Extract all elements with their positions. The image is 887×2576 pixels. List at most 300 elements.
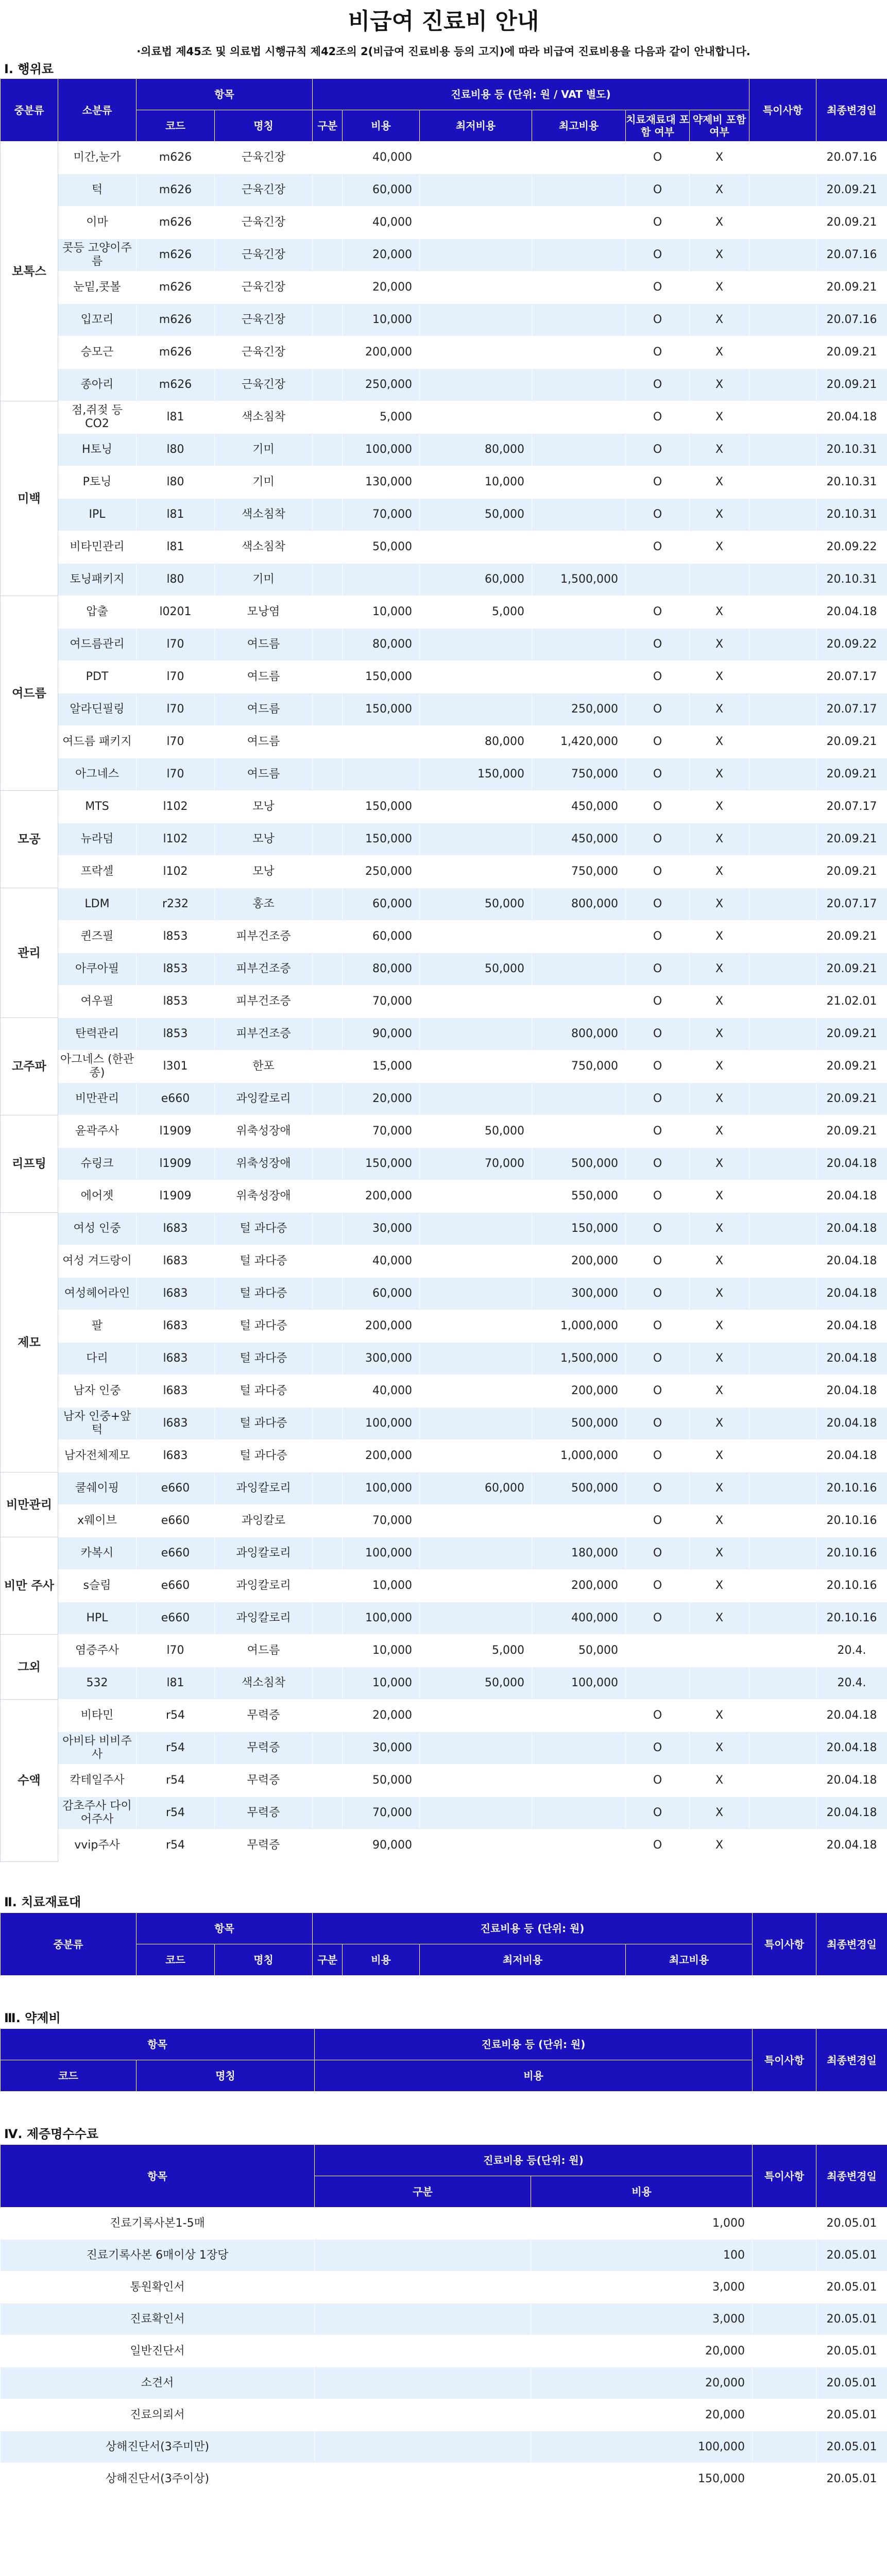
drug-included-cell: X xyxy=(690,1213,749,1245)
material-included-cell: O xyxy=(626,791,690,823)
drug-included-cell: X xyxy=(690,661,749,693)
last-changed-cell: 20.10.16 xyxy=(816,1505,887,1537)
code-cell: l70 xyxy=(137,758,215,791)
material-included-cell: O xyxy=(626,531,690,564)
code-cell: l1909 xyxy=(137,1115,215,1148)
material-included-cell: O xyxy=(626,1278,690,1310)
subcategory-cell: 532 xyxy=(58,1667,137,1700)
remarks-cell xyxy=(749,888,816,921)
header-cost-group: 진료비용 등 (단위: 원 / VAT 별도) xyxy=(313,79,749,110)
drug-included-cell: X xyxy=(690,466,749,499)
table-row xyxy=(1,596,887,629)
name-cell: 모낭염 xyxy=(215,596,313,629)
division-cell xyxy=(313,888,343,921)
min-cost-cell xyxy=(420,401,532,434)
material-included-cell: O xyxy=(626,1700,690,1732)
table-row xyxy=(1,1050,887,1083)
code-cell: l70 xyxy=(137,661,215,693)
legal-notice: ·의료법 제45조 및 의료법 시행규칙 제42조의 2(비급여 진료비용 등의 고지)에 따라 비급여 진료비용을 다음과 같이 안내합니다. xyxy=(137,45,750,58)
subcategory-cell: 칵테일주사 xyxy=(58,1765,137,1797)
division-cell xyxy=(313,693,343,726)
material-included-cell: O xyxy=(626,466,690,499)
last-changed-cell: 20.05.01 xyxy=(816,2431,887,2463)
code-cell: l81 xyxy=(137,1667,215,1700)
last-changed-cell: 20.04.18 xyxy=(816,1245,887,1278)
remarks-cell xyxy=(749,1700,816,1732)
remarks-cell xyxy=(749,1797,816,1829)
min-cost-cell xyxy=(420,1765,532,1797)
last-changed-cell: 20.09.21 xyxy=(816,823,887,856)
s3-header-item: 항목 xyxy=(1,2029,315,2060)
max-cost-cell: 500,000 xyxy=(532,1472,626,1505)
max-cost-cell xyxy=(532,661,626,693)
name-cell: 무력증 xyxy=(215,1797,313,1829)
division-cell xyxy=(315,2399,531,2431)
name-cell: 과잉칼로리 xyxy=(215,1472,313,1505)
max-cost-cell xyxy=(532,304,626,336)
subcategory-cell: x웨이브 xyxy=(58,1505,137,1537)
s2-header-min-cost: 최저비용 xyxy=(420,1944,626,1976)
remarks-cell xyxy=(753,2463,816,2495)
cost-cell: 20,000 xyxy=(531,2335,753,2367)
remarks-cell xyxy=(749,434,816,466)
table-row xyxy=(1,499,887,531)
code-cell: m626 xyxy=(137,142,215,174)
cost-cell: 250,000 xyxy=(343,369,420,401)
name-cell: 과잉칼로리 xyxy=(215,1570,313,1602)
header-drug-included: 약제비 포함 여부 xyxy=(690,110,749,142)
drug-included-cell: X xyxy=(690,1732,749,1765)
material-included-cell: O xyxy=(626,693,690,726)
last-changed-cell: 20.04.18 xyxy=(816,1700,887,1732)
drug-included-cell: X xyxy=(690,1765,749,1797)
material-included-cell: O xyxy=(626,336,690,369)
material-included-cell: O xyxy=(626,1505,690,1537)
table-row xyxy=(1,888,887,921)
division-cell xyxy=(313,596,343,629)
cost-cell: 80,000 xyxy=(343,629,420,661)
max-cost-cell: 800,000 xyxy=(532,888,626,921)
drug-included-cell: X xyxy=(690,1018,749,1050)
division-cell xyxy=(313,1213,343,1245)
material-included-cell: O xyxy=(626,596,690,629)
subcategory-cell: 콧등 고양이주름 xyxy=(58,239,137,272)
subcategory-cell: 아쿠아필 xyxy=(58,953,137,986)
drug-included-cell: X xyxy=(690,1343,749,1375)
max-cost-cell: 550,000 xyxy=(532,1180,626,1213)
name-cell: 무력증 xyxy=(215,1829,313,1862)
division-cell xyxy=(313,1602,343,1635)
remarks-cell xyxy=(749,1343,816,1375)
division-cell xyxy=(313,1180,343,1213)
division-cell xyxy=(313,466,343,499)
division-cell xyxy=(313,629,343,661)
table-row xyxy=(1,531,887,564)
remarks-cell xyxy=(753,2367,816,2399)
name-cell: 과잉칼로리 xyxy=(215,1537,313,1570)
drug-included-cell: X xyxy=(690,1375,749,1408)
s3-header-cost: 비용 xyxy=(315,2060,753,2092)
max-cost-cell xyxy=(532,174,626,207)
remarks-cell xyxy=(749,1602,816,1635)
name-cell: 모낭 xyxy=(215,823,313,856)
min-cost-cell xyxy=(420,1408,532,1440)
min-cost-cell: 50,000 xyxy=(420,888,532,921)
last-changed-cell: 20.09.21 xyxy=(816,1083,887,1115)
material-included-cell: O xyxy=(626,1375,690,1408)
last-changed-cell: 21.02.01 xyxy=(816,986,887,1018)
material-included-cell: O xyxy=(626,953,690,986)
material-included-cell: O xyxy=(626,661,690,693)
min-cost-cell xyxy=(420,1245,532,1278)
header-subcategory: 소분류 xyxy=(58,79,137,142)
remarks-cell xyxy=(749,174,816,207)
max-cost-cell xyxy=(532,1829,626,1862)
drug-included-cell xyxy=(690,1635,749,1667)
code-cell: l683 xyxy=(137,1310,215,1343)
max-cost-cell xyxy=(532,1115,626,1148)
table-row xyxy=(1,239,887,272)
table-row xyxy=(1,466,887,499)
remarks-cell xyxy=(749,564,816,596)
last-changed-cell: 20.05.01 xyxy=(816,2367,887,2399)
remarks-cell xyxy=(749,1180,816,1213)
material-included-cell: O xyxy=(626,207,690,239)
name-cell: 근육긴장 xyxy=(215,142,313,174)
drug-included-cell: X xyxy=(690,823,749,856)
code-cell: l1909 xyxy=(137,1180,215,1213)
certificate-item-cell: 상해진단서(3주이상) xyxy=(1,2463,315,2495)
material-fee-table xyxy=(0,1912,887,1976)
subcategory-cell: HPL xyxy=(58,1602,137,1635)
division-cell xyxy=(313,758,343,791)
remarks-cell xyxy=(749,499,816,531)
drug-included-cell xyxy=(690,1667,749,1700)
category-cell: 그외 xyxy=(1,1635,58,1700)
material-included-cell xyxy=(626,1667,690,1700)
cost-cell: 100,000 xyxy=(343,1602,420,1635)
division-cell xyxy=(313,174,343,207)
name-cell: 털 과다증 xyxy=(215,1213,313,1245)
table-row xyxy=(1,1472,887,1505)
material-included-cell: O xyxy=(626,272,690,304)
remarks-cell xyxy=(749,823,816,856)
table-row xyxy=(1,1408,887,1440)
last-changed-cell: 20.07.17 xyxy=(816,888,887,921)
cost-cell: 10,000 xyxy=(343,1635,420,1667)
remarks-cell xyxy=(749,1765,816,1797)
division-cell xyxy=(315,2367,531,2399)
subcategory-cell: 여드름 패키지 xyxy=(58,726,137,758)
s3-header-last-changed: 최종변경일 xyxy=(816,2029,887,2092)
category-cell: 보톡스 xyxy=(1,142,58,401)
max-cost-cell xyxy=(532,434,626,466)
cost-cell: 150,000 xyxy=(343,1148,420,1180)
s2-header-name: 명칭 xyxy=(215,1944,313,1976)
subcategory-cell: 염증주사 xyxy=(58,1635,137,1667)
code-cell: l853 xyxy=(137,986,215,1018)
header-code: 코드 xyxy=(137,110,215,142)
last-changed-cell: 20.09.21 xyxy=(816,726,887,758)
last-changed-cell: 20.4. xyxy=(816,1667,887,1700)
material-included-cell: O xyxy=(626,1472,690,1505)
remarks-cell xyxy=(749,726,816,758)
cost-cell: 70,000 xyxy=(343,1797,420,1829)
division-cell xyxy=(313,1505,343,1537)
category-cell: 모공 xyxy=(1,791,58,888)
subcategory-cell: 쿨쉐이핑 xyxy=(58,1472,137,1505)
code-cell: l853 xyxy=(137,953,215,986)
subcategory-cell: vvip주사 xyxy=(58,1829,137,1862)
division-cell xyxy=(313,856,343,888)
min-cost-cell xyxy=(420,1602,532,1635)
cost-cell: 20,000 xyxy=(531,2399,753,2431)
code-cell: r54 xyxy=(137,1829,215,1862)
name-cell: 여드름 xyxy=(215,1635,313,1667)
cost-cell: 150,000 xyxy=(531,2463,753,2495)
certificate-item-cell: 소견서 xyxy=(1,2367,315,2399)
name-cell: 털 과다증 xyxy=(215,1278,313,1310)
min-cost-cell xyxy=(420,1343,532,1375)
remarks-cell xyxy=(749,466,816,499)
remarks-cell xyxy=(749,1667,816,1700)
table-row xyxy=(1,369,887,401)
division-cell xyxy=(313,1245,343,1278)
subcategory-cell: 감초주사 다이어주사 xyxy=(58,1797,137,1829)
max-cost-cell xyxy=(532,1083,626,1115)
drug-included-cell: X xyxy=(690,207,749,239)
procedure-fee-rows xyxy=(1,142,887,1862)
min-cost-cell: 150,000 xyxy=(420,758,532,791)
name-cell: 피부건조증 xyxy=(215,1018,313,1050)
remarks-cell xyxy=(749,1148,816,1180)
subcategory-cell: 입꼬리 xyxy=(58,304,137,336)
division-cell xyxy=(313,1635,343,1667)
division-cell xyxy=(313,1115,343,1148)
section-1-title: Ⅰ. 행위료 xyxy=(4,62,54,76)
subcategory-cell: 탄력관리 xyxy=(58,1018,137,1050)
last-changed-cell: 20.07.17 xyxy=(816,693,887,726)
material-included-cell: O xyxy=(626,499,690,531)
drug-fee-table xyxy=(0,2028,887,2092)
name-cell: 여드름 xyxy=(215,661,313,693)
category-cell: 제모 xyxy=(1,1213,58,1472)
material-included-cell: O xyxy=(626,1213,690,1245)
min-cost-cell: 80,000 xyxy=(420,726,532,758)
remarks-cell xyxy=(749,693,816,726)
min-cost-cell xyxy=(420,629,532,661)
division-cell xyxy=(313,1700,343,1732)
cost-cell xyxy=(343,726,420,758)
drug-included-cell: X xyxy=(690,1570,749,1602)
cost-cell: 150,000 xyxy=(343,661,420,693)
remarks-cell xyxy=(749,304,816,336)
remarks-cell xyxy=(753,2208,816,2240)
division-cell xyxy=(313,1765,343,1797)
max-cost-cell: 1,000,000 xyxy=(532,1310,626,1343)
certificate-item-cell: 통원확인서 xyxy=(1,2272,315,2303)
division-cell xyxy=(315,2463,531,2495)
division-cell xyxy=(313,434,343,466)
table-row xyxy=(1,1570,887,1602)
cost-cell: 250,000 xyxy=(343,856,420,888)
code-cell: l301 xyxy=(137,1050,215,1083)
header-item: 항목 xyxy=(137,79,313,110)
material-included-cell: O xyxy=(626,1537,690,1570)
cost-cell: 100,000 xyxy=(531,2431,753,2463)
code-cell: l80 xyxy=(137,466,215,499)
last-changed-cell: 20.09.21 xyxy=(816,272,887,304)
table-row xyxy=(1,1245,887,1278)
division-cell xyxy=(313,272,343,304)
drug-included-cell: X xyxy=(690,856,749,888)
last-changed-cell: 20.05.01 xyxy=(816,2463,887,2495)
division-cell xyxy=(313,239,343,272)
subcategory-cell: 점,쥐젖 등 CO2 xyxy=(58,401,137,434)
code-cell: m626 xyxy=(137,207,215,239)
last-changed-cell: 20.09.21 xyxy=(816,953,887,986)
max-cost-cell: 180,000 xyxy=(532,1537,626,1570)
remarks-cell xyxy=(749,1472,816,1505)
cost-cell: 30,000 xyxy=(343,1213,420,1245)
name-cell: 여드름 xyxy=(215,758,313,791)
min-cost-cell xyxy=(420,207,532,239)
cost-cell: 200,000 xyxy=(343,1180,420,1213)
subcategory-cell: 여성 인중 xyxy=(58,1213,137,1245)
subcategory-cell: 여우필 xyxy=(58,986,137,1018)
remarks-cell xyxy=(749,1278,816,1310)
division-cell xyxy=(313,1018,343,1050)
page-title: 비급여 진료비 안내 xyxy=(348,8,539,35)
remarks-cell xyxy=(749,1310,816,1343)
name-cell: 근육긴장 xyxy=(215,369,313,401)
cost-cell: 90,000 xyxy=(343,1018,420,1050)
material-included-cell: O xyxy=(626,1245,690,1278)
name-cell: 색소침착 xyxy=(215,1667,313,1700)
max-cost-cell: 1,000,000 xyxy=(532,1440,626,1472)
max-cost-cell: 450,000 xyxy=(532,791,626,823)
table-row xyxy=(1,1440,887,1472)
drug-included-cell: X xyxy=(690,1472,749,1505)
drug-included-cell: X xyxy=(690,1408,749,1440)
division-cell xyxy=(313,953,343,986)
min-cost-cell xyxy=(420,336,532,369)
code-cell: l70 xyxy=(137,726,215,758)
material-included-cell: O xyxy=(626,1440,690,1472)
min-cost-cell xyxy=(420,1797,532,1829)
section-4-title: Ⅳ. 제증명수수료 xyxy=(4,2127,98,2141)
header-min-cost: 최저비용 xyxy=(420,110,532,142)
table-row xyxy=(1,921,887,953)
table-row xyxy=(1,174,887,207)
last-changed-cell: 20.07.17 xyxy=(816,791,887,823)
max-cost-cell: 500,000 xyxy=(532,1408,626,1440)
max-cost-cell: 750,000 xyxy=(532,758,626,791)
name-cell: 여드름 xyxy=(215,629,313,661)
code-cell: l853 xyxy=(137,1018,215,1050)
cost-cell: 130,000 xyxy=(343,466,420,499)
code-cell: l80 xyxy=(137,434,215,466)
material-included-cell: O xyxy=(626,629,690,661)
remarks-cell xyxy=(749,596,816,629)
min-cost-cell xyxy=(420,1829,532,1862)
material-included-cell: O xyxy=(626,1083,690,1115)
cost-cell: 50,000 xyxy=(343,1765,420,1797)
max-cost-cell: 1,420,000 xyxy=(532,726,626,758)
subcategory-cell: 눈밑,콧볼 xyxy=(58,272,137,304)
last-changed-cell: 20.09.21 xyxy=(816,758,887,791)
name-cell: 홍조 xyxy=(215,888,313,921)
table-row xyxy=(1,2335,887,2367)
last-changed-cell: 20.04.18 xyxy=(816,1408,887,1440)
certificate-item-cell: 일반진단서 xyxy=(1,2335,315,2367)
drug-included-cell: X xyxy=(690,693,749,726)
min-cost-cell xyxy=(420,791,532,823)
s2-header-code: 코드 xyxy=(137,1944,215,1976)
min-cost-cell xyxy=(420,1050,532,1083)
table-row xyxy=(1,1602,887,1635)
cost-cell: 70,000 xyxy=(343,1505,420,1537)
remarks-cell xyxy=(749,629,816,661)
min-cost-cell xyxy=(420,239,532,272)
drug-included-cell: X xyxy=(690,791,749,823)
subcategory-cell: PDT xyxy=(58,661,137,693)
cost-cell: 100,000 xyxy=(343,1472,420,1505)
remarks-cell xyxy=(749,1829,816,1862)
name-cell: 털 과다증 xyxy=(215,1310,313,1343)
drug-included-cell: X xyxy=(690,1440,749,1472)
cost-cell: 40,000 xyxy=(343,142,420,174)
last-changed-cell: 20.05.01 xyxy=(816,2303,887,2335)
division-cell xyxy=(313,1829,343,1862)
last-changed-cell: 20.04.18 xyxy=(816,1213,887,1245)
cost-cell: 1,000 xyxy=(531,2208,753,2240)
name-cell: 색소침착 xyxy=(215,499,313,531)
cost-cell: 10,000 xyxy=(343,304,420,336)
material-included-cell: O xyxy=(626,239,690,272)
last-changed-cell: 20.05.01 xyxy=(816,2399,887,2431)
drug-included-cell: X xyxy=(690,1797,749,1829)
drug-included-cell: X xyxy=(690,499,749,531)
last-changed-cell: 20.04.18 xyxy=(816,1440,887,1472)
table-row xyxy=(1,1635,887,1667)
division-cell xyxy=(313,369,343,401)
cost-cell: 15,000 xyxy=(343,1050,420,1083)
last-changed-cell: 20.09.21 xyxy=(816,921,887,953)
material-included-cell: O xyxy=(626,1829,690,1862)
code-cell: m626 xyxy=(137,369,215,401)
last-changed-cell: 20.10.31 xyxy=(816,434,887,466)
division-cell xyxy=(313,1570,343,1602)
min-cost-cell xyxy=(420,1732,532,1765)
cost-cell xyxy=(343,758,420,791)
min-cost-cell xyxy=(420,1505,532,1537)
drug-included-cell: X xyxy=(690,369,749,401)
subcategory-cell: 여성헤어라인 xyxy=(58,1278,137,1310)
remarks-cell xyxy=(749,856,816,888)
drug-included-cell: X xyxy=(690,1083,749,1115)
max-cost-cell xyxy=(532,921,626,953)
remarks-cell xyxy=(749,758,816,791)
s2-header-cost: 비용 xyxy=(343,1944,420,1976)
drug-included-cell: X xyxy=(690,1278,749,1310)
division-cell xyxy=(313,207,343,239)
last-changed-cell: 20.05.01 xyxy=(816,2335,887,2367)
remarks-cell xyxy=(753,2399,816,2431)
subcategory-cell: P토닝 xyxy=(58,466,137,499)
table-row xyxy=(1,1310,887,1343)
table-row xyxy=(1,1700,887,1732)
